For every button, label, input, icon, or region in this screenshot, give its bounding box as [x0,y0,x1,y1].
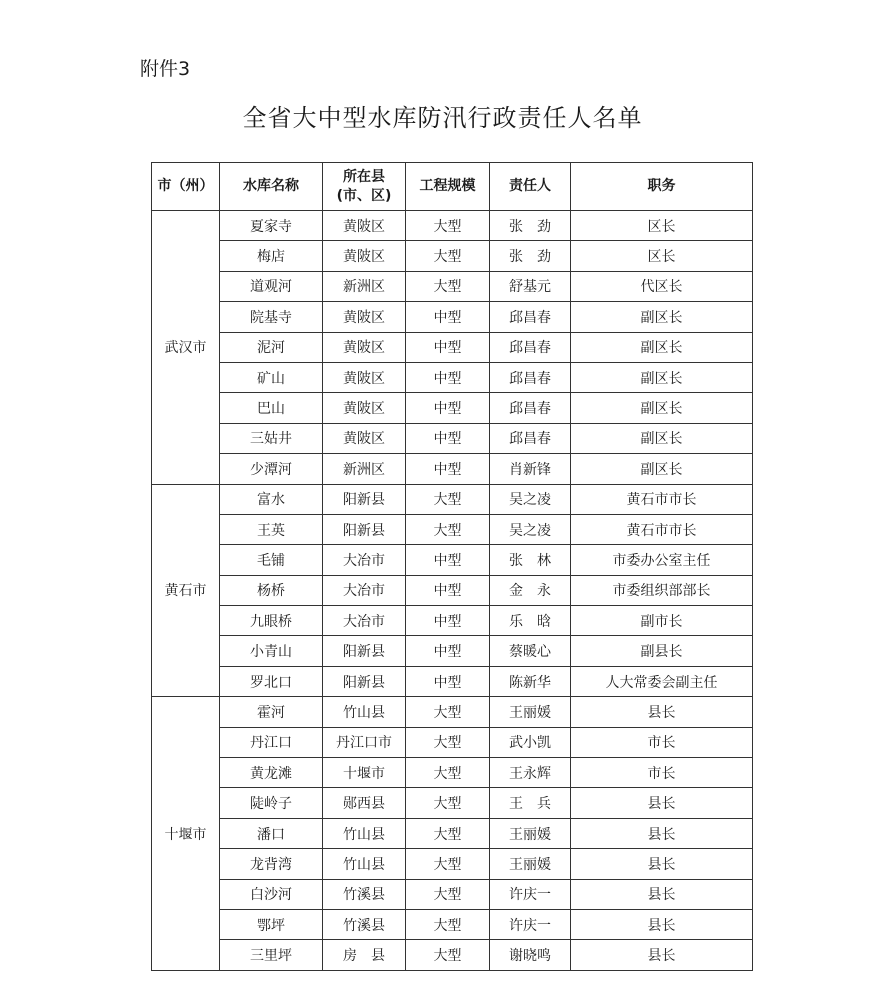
scale-cell: 中型 [406,545,490,575]
position-cell: 黄石市市长 [571,484,753,514]
person-cell: 武小凯 [490,727,571,757]
column-header-county-line2: (市、区) [336,187,392,204]
reservoir-cell: 杨桥 [220,575,323,605]
reservoir-cell: 梅店 [220,241,323,271]
table-row [152,454,753,484]
table-row [152,666,753,696]
position-cell: 人大常委会副主任 [571,666,753,696]
column-header-position: 职务 [571,163,753,211]
reservoir-cell: 鄂坪 [220,909,323,939]
position-cell: 副区长 [571,393,753,423]
city-cell: 黄石市 [152,484,220,697]
table-row [152,606,753,636]
scale-cell: 大型 [406,484,490,514]
reservoir-cell: 小青山 [220,636,323,666]
position-cell: 副区长 [571,362,753,392]
person-cell: 邱昌春 [490,302,571,332]
table-row [152,545,753,575]
table-body [152,211,753,971]
column-header-reservoir: 水库名称 [220,163,323,211]
county-cell: 竹山县 [323,818,406,848]
scale-cell: 大型 [406,818,490,848]
scale-cell: 大型 [406,727,490,757]
column-header-city: 市（州） [152,163,220,211]
scale-cell: 大型 [406,909,490,939]
reservoir-cell: 白沙河 [220,879,323,909]
person-cell: 肖新锋 [490,454,571,484]
scale-cell: 大型 [406,514,490,544]
position-cell: 县长 [571,940,753,970]
reservoir-cell: 泥河 [220,332,323,362]
county-cell: 大冶市 [323,545,406,575]
reservoir-cell: 陡岭子 [220,788,323,818]
column-header-person: 责任人 [490,163,571,211]
county-cell: 竹山县 [323,849,406,879]
table-row [152,332,753,362]
table-row [152,302,753,332]
position-cell: 市长 [571,727,753,757]
table-row [152,849,753,879]
scale-cell: 大型 [406,211,490,241]
reservoir-cell: 霍河 [220,697,323,727]
person-cell: 邱昌春 [490,332,571,362]
scale-cell: 中型 [406,423,490,453]
position-cell: 黄石市市长 [571,514,753,544]
position-cell: 副区长 [571,454,753,484]
reservoir-cell: 三里坪 [220,940,323,970]
person-cell: 邱昌春 [490,423,571,453]
reservoir-cell: 道观河 [220,271,323,301]
table-row [152,788,753,818]
person-cell: 邱昌春 [490,393,571,423]
reservoir-cell: 三姑井 [220,423,323,453]
reservoir-cell: 罗北口 [220,666,323,696]
county-cell: 黄陂区 [323,362,406,392]
reservoir-cell: 潘口 [220,818,323,848]
table-row [152,636,753,666]
scale-cell: 中型 [406,362,490,392]
person-cell: 金 永 [490,575,571,605]
column-header-county [323,163,406,211]
table-row [152,697,753,727]
position-cell: 副县长 [571,636,753,666]
scale-cell: 大型 [406,879,490,909]
attachment-label: 附件3 [140,58,191,80]
county-cell: 黄陂区 [323,241,406,271]
table-row [152,211,753,241]
position-cell: 县长 [571,909,753,939]
county-cell: 黄陂区 [323,393,406,423]
person-cell: 吴之凌 [490,514,571,544]
scale-cell: 中型 [406,575,490,605]
person-cell: 张 林 [490,545,571,575]
person-cell: 吴之凌 [490,484,571,514]
person-cell: 舒基元 [490,271,571,301]
county-cell: 黄陂区 [323,302,406,332]
reservoir-cell: 矿山 [220,362,323,392]
table-row [152,879,753,909]
table-row [152,575,753,605]
person-cell: 许庆一 [490,909,571,939]
scale-cell: 大型 [406,788,490,818]
table-row [152,423,753,453]
county-cell: 阳新县 [323,666,406,696]
position-cell: 县长 [571,697,753,727]
person-cell: 王永辉 [490,758,571,788]
county-cell: 竹溪县 [323,879,406,909]
position-cell: 市委办公室主任 [571,545,753,575]
table-row [152,940,753,970]
position-cell: 县长 [571,849,753,879]
scale-cell: 大型 [406,849,490,879]
position-cell: 副区长 [571,302,753,332]
responsibility-table [151,162,753,971]
person-cell: 许庆一 [490,879,571,909]
table-row [152,362,753,392]
county-cell: 黄陂区 [323,332,406,362]
scale-cell: 中型 [406,393,490,423]
position-cell: 区长 [571,211,753,241]
county-cell: 新洲区 [323,271,406,301]
person-cell: 张 劲 [490,241,571,271]
reservoir-cell: 院基寺 [220,302,323,332]
county-cell: 丹江口市 [323,727,406,757]
table-row [152,514,753,544]
person-cell: 邱昌春 [490,362,571,392]
position-cell: 区长 [571,241,753,271]
reservoir-cell: 少潭河 [220,454,323,484]
city-cell: 十堰市 [152,697,220,971]
position-cell: 代区长 [571,271,753,301]
table-header-row [152,163,753,211]
reservoir-cell: 毛铺 [220,545,323,575]
table-row [152,271,753,301]
position-cell: 副市长 [571,606,753,636]
person-cell: 陈新华 [490,666,571,696]
person-cell: 蔡暖心 [490,636,571,666]
county-cell: 阳新县 [323,484,406,514]
position-cell: 市长 [571,758,753,788]
person-cell: 张 劲 [490,211,571,241]
scale-cell: 中型 [406,332,490,362]
scale-cell: 中型 [406,454,490,484]
person-cell: 王 兵 [490,788,571,818]
reservoir-cell: 富水 [220,484,323,514]
reservoir-cell: 黄龙滩 [220,758,323,788]
county-cell: 十堰市 [323,758,406,788]
county-cell: 房 县 [323,940,406,970]
person-cell: 谢晓鸣 [490,940,571,970]
table-row [152,909,753,939]
scale-cell: 大型 [406,241,490,271]
county-cell: 大冶市 [323,606,406,636]
table-row [152,818,753,848]
county-cell: 郧西县 [323,788,406,818]
position-cell: 县长 [571,788,753,818]
position-cell: 市委组织部部长 [571,575,753,605]
reservoir-cell: 丹江口 [220,727,323,757]
city-cell: 武汉市 [152,211,220,485]
table-row [152,241,753,271]
county-cell: 阳新县 [323,636,406,666]
county-cell: 竹山县 [323,697,406,727]
reservoir-cell: 夏家寺 [220,211,323,241]
scale-cell: 大型 [406,271,490,301]
person-cell: 乐 晗 [490,606,571,636]
reservoir-cell: 巴山 [220,393,323,423]
position-cell: 副区长 [571,423,753,453]
reservoir-cell: 王英 [220,514,323,544]
county-cell: 大冶市 [323,575,406,605]
county-cell: 阳新县 [323,514,406,544]
scale-cell: 中型 [406,302,490,332]
person-cell: 王丽媛 [490,849,571,879]
county-cell: 新洲区 [323,454,406,484]
document-title: 全省大中型水库防汛行政责任人名单 [242,104,643,132]
scale-cell: 中型 [406,666,490,696]
county-cell: 黄陂区 [323,423,406,453]
position-cell: 副区长 [571,332,753,362]
scale-cell: 大型 [406,758,490,788]
reservoir-cell: 九眼桥 [220,606,323,636]
scale-cell: 中型 [406,606,490,636]
scale-cell: 大型 [406,940,490,970]
position-cell: 县长 [571,818,753,848]
table-row [152,758,753,788]
county-cell: 黄陂区 [323,211,406,241]
table-row [152,727,753,757]
person-cell: 王丽媛 [490,818,571,848]
column-header-scale: 工程规模 [406,163,490,211]
position-cell: 县长 [571,879,753,909]
table-row [152,484,753,514]
table-row [152,393,753,423]
reservoir-cell: 龙背湾 [220,849,323,879]
person-cell: 王丽媛 [490,697,571,727]
scale-cell: 中型 [406,636,490,666]
column-header-county-line1: 所在县 [343,168,385,185]
scale-cell: 大型 [406,697,490,727]
county-cell: 竹溪县 [323,909,406,939]
